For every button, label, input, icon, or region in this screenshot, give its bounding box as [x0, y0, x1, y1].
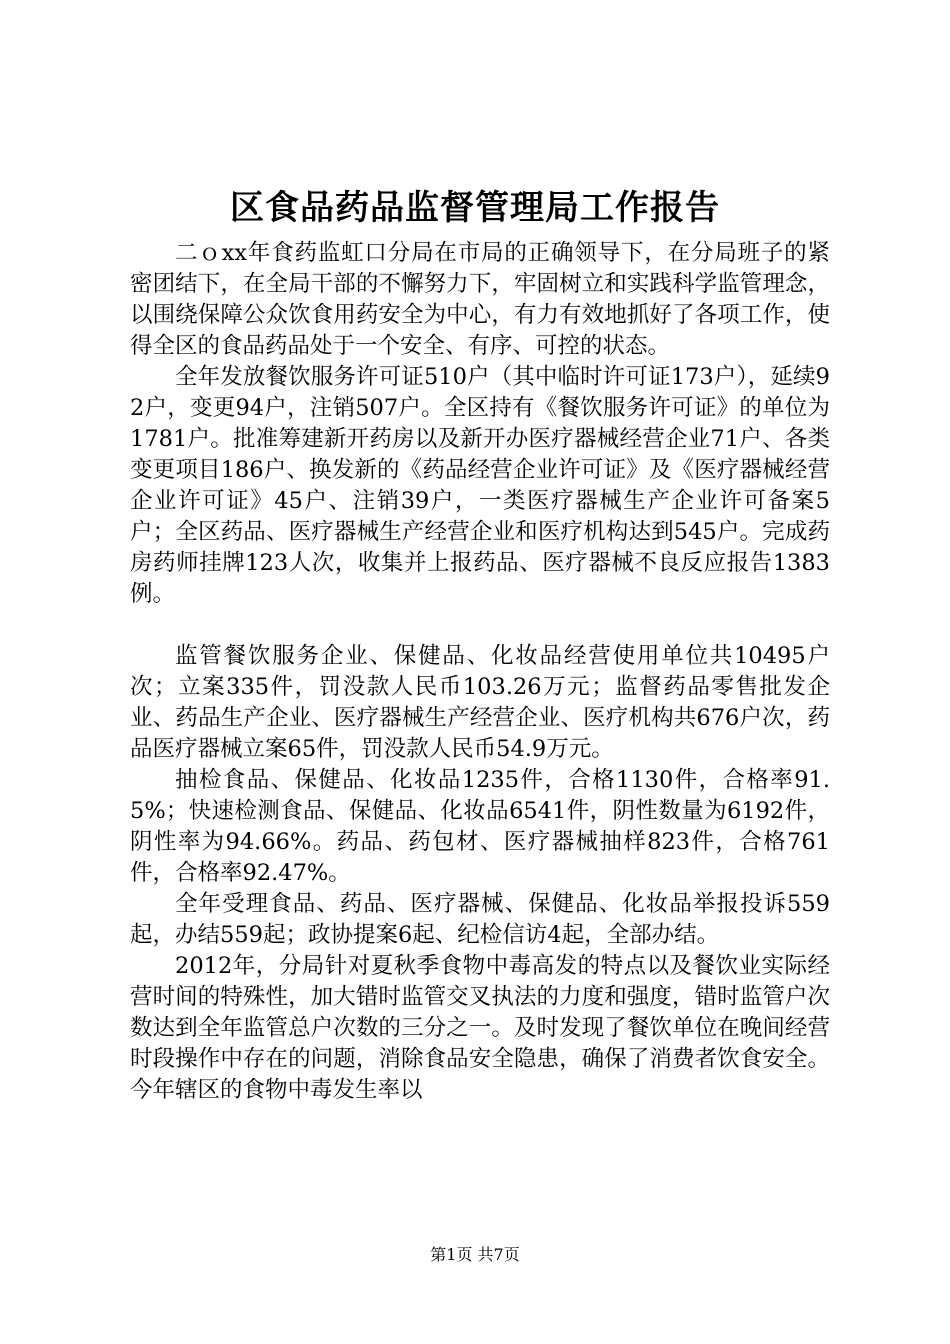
document-title: 区食品药品监督管理局工作报告 — [230, 188, 720, 228]
page-footer: 第1页 共7页 — [430, 1245, 520, 1264]
paragraph-sampling: 抽检食品、保健品、化妆品1235件，合格1130件，合格率91.5%；快速检测食品、保健品、化妆品6541件，阴性数量为6192件，阴性率为94.66%。药品、药包材、医疗器械抽样823件，合格761件，合格率92.47%。 — [130, 767, 830, 886]
paragraph-2012: 2012年，分局针对夏秋季食物中毒高发的特点以及餐饮业实际经营时间的特殊性，加大错时监管交叉执法的力度和强度，错时监管户次数达到全年监管总户次数的三分之一。及时发现了餐饮单位在晚间经营时段操作中存在的问题，消除食品安全隐患，确保了消费者饮食安全。今年辖区的食物中毒发生率以 — [130, 953, 830, 1103]
paragraph-supervision: 监管餐饮服务企业、保健品、化妆品经营使用单位共10495户次；立案335件，罚没款人民币103.26万元；监督药品零售批发企业、药品生产企业、医疗器械生产经营企业、医疗机构共676户次，药品医疗器械立案65件，罚没款人民币54.9万元。 — [130, 643, 830, 762]
paragraph-licensing: 全年发放餐饮服务许可证510户（其中临时许可证173户），延续92户，变更94户，注销507户。全区持有《餐饮服务许可证》的单位为1781户。批准筹建新开药房以及新开办医疗器械经营企业71户、各类变更项目186户、换发新的《药品经营企业许可证》及《医疗器械经营企业许可证》45户、注销39户，一类医疗器械生产企业许可备案5户；全区药品、医疗器械生产经营企业和医疗机构达到545户。完成药房药师挂牌123人次，收集并上报药品、医疗器械不良反应报告1383例。 — [130, 364, 830, 607]
document-body — [130, 238, 830, 1106]
paragraph-intro: 二ｏxx年食药监虹口分局在市局的正确领导下，在分局班子的紧密团结下，在全局干部的不懈努力下，牢固树立和实践科学监管理念，以围绕保障公众饮食用药安全为中心，有力有效地抓好了各项工作，使得全区的食品药品处于一个安全、有序、可控的状态。 — [130, 240, 830, 359]
paragraph-complaints: 全年受理食品、药品、医疗器械、保健品、化妆品举报投诉559起，办结559起；政协提案6起、纪检信访4起，全部办结。 — [130, 891, 830, 948]
